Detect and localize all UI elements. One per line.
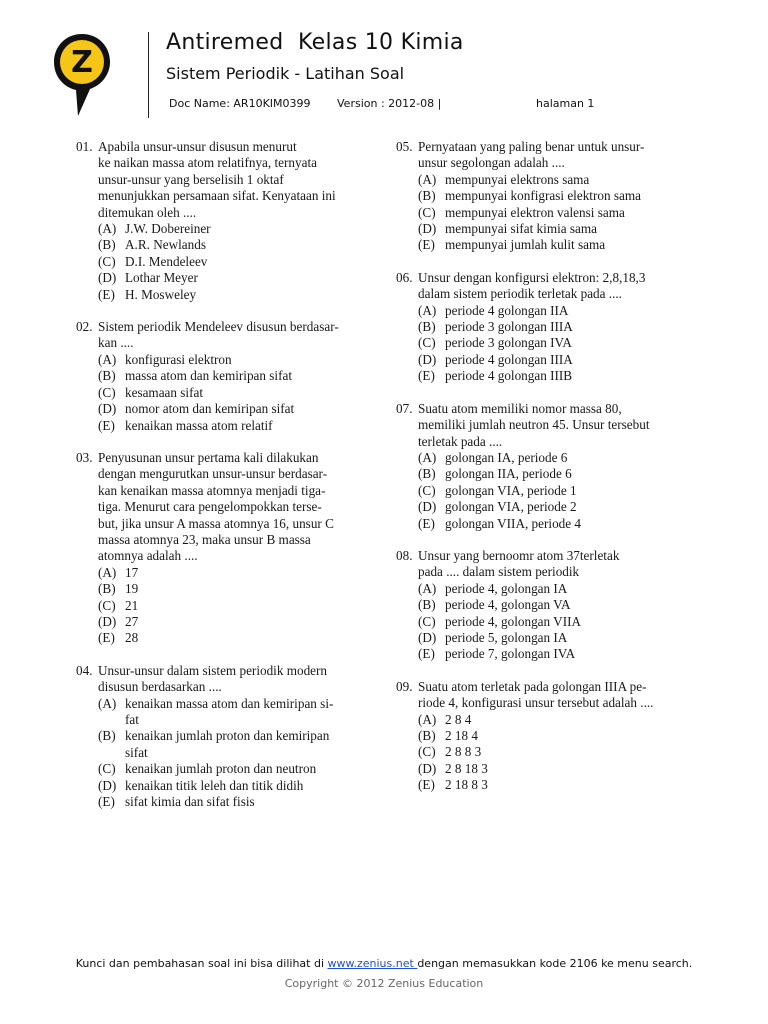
option-text <box>445 319 573 335</box>
option-line: periode 4, golongan VIIA <box>445 613 581 629</box>
option-text <box>445 744 481 760</box>
option-label: (A) <box>418 302 437 318</box>
option-line: massa atom dan kemiripan sifat <box>125 368 292 384</box>
option-line: golongan VIA, periode 1 <box>445 482 577 498</box>
option-line: konfigurasi elektron <box>125 351 232 367</box>
question-number: 05. <box>396 139 413 154</box>
footer-text-before: Kunci dan pembahasan soal ini bisa dilihat di <box>75 957 328 970</box>
doc-version: Version : 2012-08 | <box>337 97 442 110</box>
option-label: (C) <box>418 482 436 498</box>
option-line: periode 4 golongan IIIA <box>445 351 573 367</box>
option-text <box>125 368 292 384</box>
question-text <box>98 319 376 352</box>
option-line: periode 3 golongan IIIA <box>445 319 573 335</box>
answer-option <box>98 614 376 630</box>
question-line: Penyusunan unsur pertama kali dilakukan <box>98 449 319 465</box>
option-label: (D) <box>418 221 437 237</box>
option-label: (B) <box>98 581 116 597</box>
option-text <box>445 712 471 728</box>
answer-option <box>98 352 376 368</box>
questions-left-column <box>76 139 376 826</box>
option-text <box>125 630 138 646</box>
question-2 <box>76 319 376 434</box>
question-text <box>98 663 376 696</box>
answer-option <box>418 303 696 319</box>
option-text <box>445 499 577 515</box>
option-line: golongan VIA, periode 2 <box>445 499 577 515</box>
answer-option <box>418 188 696 204</box>
option-line: 27 <box>125 613 139 629</box>
option-label: (D) <box>418 760 437 776</box>
answer-option <box>418 516 696 532</box>
question-number: 07. <box>396 400 413 416</box>
question-text <box>98 450 376 565</box>
question-line: menunjukkan persamaan sifat. Kenyataan ini <box>98 188 336 204</box>
question-line: memiliki jumlah neutron 45. Unsur tersebut <box>418 417 650 433</box>
option-text <box>445 335 572 351</box>
questions-right-column <box>396 139 696 810</box>
answer-option <box>418 581 696 597</box>
question-stem <box>396 270 696 303</box>
option-line: 2 8 8 3 <box>445 744 482 760</box>
option-text <box>445 188 641 204</box>
answer-option <box>418 646 696 662</box>
option-line: mempunyai sifat kimia sama <box>445 221 597 237</box>
option-text <box>125 401 294 417</box>
option-label: (B) <box>418 597 436 613</box>
option-label: (A) <box>418 711 437 727</box>
question-number: 08. <box>396 547 413 563</box>
option-text <box>445 630 567 646</box>
answer-option <box>418 352 696 368</box>
option-text <box>125 254 207 270</box>
option-line: 19 <box>125 581 139 597</box>
option-text <box>445 728 478 744</box>
document-subtitle: Sistem Periodik - Latihan Soal <box>166 64 405 83</box>
option-label: (B) <box>418 466 436 482</box>
question-stem <box>76 450 376 565</box>
option-label: (A) <box>418 449 437 465</box>
copyright: Copyright © 2012 Zenius Education <box>284 977 484 990</box>
option-label: (B) <box>418 728 436 743</box>
question-3 <box>76 450 376 647</box>
option-text <box>445 777 488 793</box>
question-line: terletak pada .... <box>418 433 503 449</box>
option-label: (C) <box>98 597 116 613</box>
option-label: (E) <box>98 794 115 810</box>
question-line: Suatu atom memiliki nomor massa 80, <box>418 400 622 416</box>
answer-option <box>98 254 376 270</box>
question-line: Apabila unsur-unsur disusun menurut <box>98 139 297 154</box>
option-text <box>445 303 568 319</box>
option-line: mempunyai elektron valensi sama <box>445 204 625 220</box>
option-text <box>445 483 577 499</box>
option-text <box>125 778 303 794</box>
question-text <box>418 270 696 303</box>
option-label: (D) <box>98 613 117 629</box>
answer-option <box>418 205 696 221</box>
option-text <box>445 368 572 384</box>
option-line: D.I. Mendeleev <box>125 253 208 269</box>
option-label: (E) <box>98 286 115 302</box>
question-stem <box>76 663 376 696</box>
question-number: 09. <box>396 678 413 694</box>
option-label: (E) <box>418 368 435 384</box>
option-text <box>125 352 232 368</box>
page-number: halaman 1 <box>536 97 595 110</box>
option-line: sifat <box>125 744 148 760</box>
footer-note <box>0 957 768 970</box>
option-line: kenaikan massa atom dan kemiripan si- <box>125 695 334 711</box>
question-number: 02. <box>76 319 93 335</box>
option-line: 21 <box>125 597 139 613</box>
question-text <box>418 679 696 712</box>
answer-option <box>418 335 696 351</box>
option-text <box>445 597 571 613</box>
question-line: Unsur yang bernoomr atom 37terletak <box>418 547 620 563</box>
option-label: (A) <box>98 351 117 367</box>
answer-option <box>418 172 696 188</box>
option-text <box>125 221 211 237</box>
option-line: A.R. Newlands <box>125 237 206 253</box>
question-line: dengan mengurutkan unsur-unsur berdasar- <box>98 466 328 482</box>
answer-option <box>98 696 376 729</box>
question-stem <box>396 139 696 172</box>
option-text <box>125 581 138 597</box>
option-label: (C) <box>418 204 436 220</box>
answer-option <box>98 418 376 434</box>
option-line: periode 3 golongan IVA <box>445 335 572 351</box>
question-stem <box>76 139 376 221</box>
zenius-link[interactable]: www.zenius.net <box>327 957 418 970</box>
answer-option <box>98 598 376 614</box>
answer-option <box>418 319 696 335</box>
option-label: (A) <box>98 695 117 711</box>
option-line: H. Mosweley <box>125 286 197 302</box>
option-text <box>445 646 575 662</box>
answer-option <box>98 385 376 401</box>
option-label: (C) <box>418 335 436 351</box>
question-number: 06. <box>396 269 413 285</box>
answer-option <box>98 287 376 303</box>
question-line: tiga. Menurut cara pengelompokkan terse- <box>98 499 322 515</box>
option-line: kenaikan titik leleh dan titik didih <box>125 777 304 793</box>
option-text <box>445 172 589 188</box>
option-line: 28 <box>125 630 139 646</box>
question-text <box>418 548 696 581</box>
document-title: Antiremed Kelas 10 Kimia <box>166 30 464 55</box>
option-line: 2 18 8 3 <box>445 777 488 793</box>
option-text <box>445 221 597 237</box>
option-line: 2 18 4 <box>445 728 478 743</box>
option-text <box>125 385 203 401</box>
option-label: (C) <box>98 253 116 269</box>
option-text <box>125 696 333 729</box>
answer-option <box>418 712 696 728</box>
question-1 <box>76 139 376 303</box>
question-line: riode 4, konfigurasi unsur tersebut adalah .... <box>418 695 654 711</box>
option-label: (D) <box>418 351 437 367</box>
option-line: periode 5, golongan IA <box>445 629 568 645</box>
answer-option <box>418 368 696 384</box>
option-text <box>125 237 206 253</box>
option-text <box>445 450 567 466</box>
option-line: kesamaan sifat <box>125 384 203 400</box>
answer-option <box>98 221 376 237</box>
answer-option <box>418 450 696 466</box>
option-line: mempunyai konfigrasi elektron sama <box>445 188 641 204</box>
option-label: (C) <box>98 384 116 400</box>
answer-option <box>418 630 696 646</box>
option-label: (D) <box>98 270 117 286</box>
option-text <box>125 761 316 777</box>
doc-name: Doc Name: AR10KIM0399 <box>169 97 311 110</box>
option-line: periode 4, golongan IA <box>445 580 568 596</box>
answer-option <box>98 728 376 761</box>
answer-option <box>98 581 376 597</box>
option-text <box>125 794 255 810</box>
answer-option <box>98 237 376 253</box>
option-label: (D) <box>98 777 117 793</box>
option-label: (D) <box>418 629 437 645</box>
option-label: (E) <box>418 237 435 253</box>
option-label: (A) <box>418 171 437 187</box>
option-text <box>125 728 329 761</box>
option-line: 2 8 18 3 <box>445 760 488 776</box>
option-label: (D) <box>98 401 117 417</box>
question-line: but, jika unsur A massa atomnya 16, unsur C <box>98 515 334 531</box>
option-line: nomor atom dan kemiripan sifat <box>125 401 295 417</box>
question-line: dalam sistem periodik terletak pada .... <box>418 286 622 302</box>
answer-option <box>98 401 376 417</box>
option-line: 17 <box>125 564 139 580</box>
question-text <box>98 139 376 221</box>
question-text <box>418 139 696 172</box>
answer-option <box>98 778 376 794</box>
answer-option <box>418 597 696 613</box>
answer-option <box>418 237 696 253</box>
answer-option <box>98 368 376 384</box>
option-text <box>445 516 581 532</box>
answer-option <box>98 270 376 286</box>
option-line: mempunyai jumlah kulit sama <box>445 237 606 253</box>
question-line: ke naikan massa atom relatifnya, ternyata <box>98 155 317 171</box>
option-label: (B) <box>418 188 436 204</box>
question-line: unsur-unsur yang berselisih 1 oktaf <box>98 171 284 187</box>
logo-letter: Z <box>71 45 93 80</box>
question-text <box>418 401 696 450</box>
option-text <box>445 581 567 597</box>
answer-option <box>418 777 696 793</box>
footer-text-after: dengan memasukkan kode 2106 ke menu search. <box>417 957 693 970</box>
option-label: (B) <box>98 237 116 253</box>
question-8 <box>396 548 696 663</box>
question-number: 04. <box>76 662 93 678</box>
option-label: (D) <box>418 499 437 515</box>
option-text <box>445 237 605 253</box>
option-line: kenaikan jumlah proton dan kemiripan <box>125 728 330 744</box>
question-stem <box>396 679 696 712</box>
option-line: fat <box>125 712 139 727</box>
question-7 <box>396 401 696 532</box>
option-label: (B) <box>418 319 436 335</box>
option-line: periode 7, golongan IVA <box>445 646 576 662</box>
option-line: mempunyai elektrons sama <box>445 171 590 187</box>
question-line: atomnya adalah .... <box>98 548 198 564</box>
answer-option <box>98 761 376 777</box>
option-line: sifat kimia dan sifat fisis <box>125 794 255 810</box>
option-label: (E) <box>98 417 115 433</box>
option-text <box>125 287 196 303</box>
answer-option <box>418 221 696 237</box>
question-line: kan .... <box>98 335 134 351</box>
option-label: (A) <box>98 564 117 580</box>
answer-option <box>418 728 696 744</box>
question-line: Sistem periodik Mendeleev disusun berdasar- <box>98 319 339 335</box>
option-line: periode 4 golongan IIA <box>445 302 569 318</box>
question-line: pada .... dalam sistem periodik <box>418 564 580 580</box>
question-line: Unsur dengan konfigursi elektron: 2,8,18,3 <box>418 269 646 285</box>
option-text <box>125 270 198 286</box>
option-text <box>125 598 138 614</box>
option-text <box>445 205 625 221</box>
option-line: J.W. Dobereiner <box>125 221 211 237</box>
option-line: golongan VIIA, periode 4 <box>445 515 581 531</box>
answer-option <box>418 744 696 760</box>
question-line: massa atomnya 23, maka unsur B massa <box>98 531 311 547</box>
answer-option <box>98 565 376 581</box>
question-line: Pernyataan yang paling benar untuk unsur- <box>418 139 645 154</box>
option-label: (E) <box>418 646 435 662</box>
question-number: 03. <box>76 449 93 465</box>
option-label: (E) <box>98 630 115 646</box>
question-number: 01. <box>76 139 93 154</box>
answer-option <box>418 614 696 630</box>
question-4 <box>76 663 376 811</box>
option-label: (A) <box>98 221 117 237</box>
option-line: golongan IA, periode 6 <box>445 449 568 465</box>
option-text <box>125 614 138 630</box>
option-label: (B) <box>98 368 116 384</box>
answer-option <box>418 466 696 482</box>
option-line: periode 4 golongan IIIB <box>445 368 573 384</box>
option-label: (C) <box>98 761 116 777</box>
option-text <box>125 565 138 581</box>
question-stem <box>396 401 696 450</box>
option-line: kenaikan massa atom relatif <box>125 417 273 433</box>
header-divider <box>148 32 149 118</box>
option-label: (A) <box>418 580 437 596</box>
option-text <box>445 466 572 482</box>
question-line: ditemukan oleh .... <box>98 204 197 220</box>
answer-option <box>418 499 696 515</box>
option-text <box>445 352 573 368</box>
question-stem <box>76 319 376 352</box>
option-line: Lothar Meyer <box>125 270 198 286</box>
question-line: unsur segolongan adalah .... <box>418 155 565 171</box>
zenius-logo <box>52 32 112 118</box>
answer-option <box>98 630 376 646</box>
question-line: disusun berdasarkan .... <box>98 679 222 695</box>
option-label: (C) <box>418 613 436 629</box>
option-label: (E) <box>418 515 435 531</box>
question-9 <box>396 679 696 794</box>
option-label: (E) <box>418 777 435 793</box>
question-line: kan kenaikan massa atomnya menjadi tiga- <box>98 482 326 498</box>
question-5 <box>396 139 696 254</box>
answer-option <box>98 794 376 810</box>
answer-option <box>418 761 696 777</box>
option-line: periode 4, golongan VA <box>445 597 571 613</box>
option-label: (C) <box>418 744 436 760</box>
option-text <box>125 418 273 434</box>
answer-option <box>418 483 696 499</box>
question-6 <box>396 270 696 385</box>
option-label: (B) <box>98 728 116 744</box>
option-line: kenaikan jumlah proton dan neutron <box>125 761 317 777</box>
option-line: 2 8 4 <box>445 711 472 727</box>
option-text <box>445 614 581 630</box>
question-line: Suatu atom terletak pada golongan IIIA pe- <box>418 678 647 694</box>
option-line: golongan IIA, periode 6 <box>445 466 572 482</box>
question-line: Unsur-unsur dalam sistem periodik modern <box>98 662 328 678</box>
question-stem <box>396 548 696 581</box>
option-text <box>445 761 488 777</box>
